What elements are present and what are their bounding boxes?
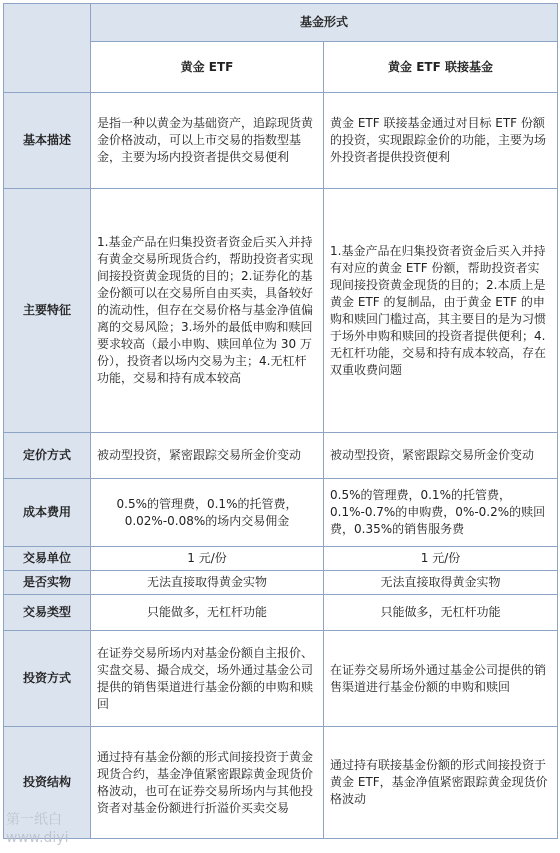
row-label: 成本费用 [4, 479, 91, 547]
table-row [4, 571, 558, 595]
table-row [4, 433, 558, 479]
cell-col1: 被动型投资，紧密跟踪交易所金价变动 [91, 433, 324, 479]
cell-col1: 是指一种以黄金为基础资产，追踪现货黄金价格波动，可以上市交易的指数型基金，主要为场内投资者提供交易便利 [91, 93, 324, 189]
table-row [4, 93, 558, 189]
cell-col2: 1.基金产品在归集投资者资金后买入并持有对应的黄金 ETF 份额，帮助投资者实现间接投资黄金现货的目的；2.本质上是黄金 ETF 的复制品，由于黄金 ETF 的申购和赎回门槛过高，其主要目的是为习惯于场外申购和赎回的投资者提供便利；4.无杠杆功能，交易和持有成本较高，存在双重收费问题 [324, 189, 558, 433]
cell-col2: 无法直接取得黄金实物 [324, 571, 558, 595]
col-header-gold-etf-feeder: 黄金 ETF 联接基金 [324, 42, 558, 93]
row-label: 主要特征 [4, 189, 91, 433]
cell-col1: 无法直接取得黄金实物 [91, 571, 324, 595]
group-title: 基金形式 [91, 4, 558, 42]
row-label: 基本描述 [4, 93, 91, 189]
cell-col1: 只能做多，无杠杆功能 [91, 595, 324, 631]
table-row [4, 631, 558, 727]
cell-col2: 只能做多，无杠杆功能 [324, 595, 558, 631]
col-header-gold-etf: 黄金 ETF [91, 42, 324, 93]
cell-col2: 在证券交易所场外通过基金公司提供的销售渠道进行基金份额的申购和赎回 [324, 631, 558, 727]
table-row [4, 547, 558, 571]
cell-col1: 在证券交易所场内对基金份额自主报价、实盘交易、撮合成交，场外通过基金公司提供的销售渠道进行基金份额的申购和赎回 [91, 631, 324, 727]
cell-col1: 1 元/份 [91, 547, 324, 571]
cell-col1: 通过持有基金份额的形式间接投资于黄金现货合约，基金净值紧密跟踪黄金现货价格波动，也可在证券交易所场内与其他投资者对基金份额进行折溢价买卖交易 [91, 727, 324, 839]
cell-col2: 通过持有联接基金份额的形式间接投资于黄金 ETF，基金净值紧密跟踪黄金现货价格波动 [324, 727, 558, 839]
corner-cell [4, 4, 91, 93]
row-label: 投资结构 [4, 727, 91, 839]
row-label: 交易类型 [4, 595, 91, 631]
cell-col2: 被动型投资，紧密跟踪交易所金价变动 [324, 433, 558, 479]
watermark-line2: www.diyi [6, 830, 69, 846]
cell-col1: 1.基金产品在归集投资者资金后买入并持有黄金交易所现货合约，帮助投资者实现间接投资黄金现货的目的；2.证券化的基金份额可以在交易所自由买卖，具备较好的流动性，但存在交易价格与基金净值偏离的交易风险；3.场外的最低申购和赎回要求较高（最小申购、赎回单位为 30 万份），投资者以场内交易为主；4.无杠杆功能，交易和持有成本较高 [91, 189, 324, 433]
row-label: 定价方式 [4, 433, 91, 479]
cell-col1: 0.5%的管理费，0.1%的托管费，0.02%-0.08%的场内交易佣金 [91, 479, 324, 547]
watermark-line1: 第一纸白 [6, 812, 62, 828]
cell-col2: 黄金 ETF 联接基金通过对目标 ETF 份额的投资，实现跟踪金价的功能，主要为场外投资者提供投资便利 [324, 93, 558, 189]
cell-col2: 1 元/份 [324, 547, 558, 571]
row-label: 交易单位 [4, 547, 91, 571]
comparison-table [3, 3, 558, 839]
table-row [4, 727, 558, 839]
row-label: 是否实物 [4, 571, 91, 595]
table-row [4, 595, 558, 631]
table-row [4, 479, 558, 547]
cell-col2: 0.5%的管理费，0.1%的托管费，0.1%-0.7%的申购费，0%-0.2%的赎回费，0.35%的销售服务费 [324, 479, 558, 547]
row-label: 投资方式 [4, 631, 91, 727]
table-row [4, 189, 558, 433]
